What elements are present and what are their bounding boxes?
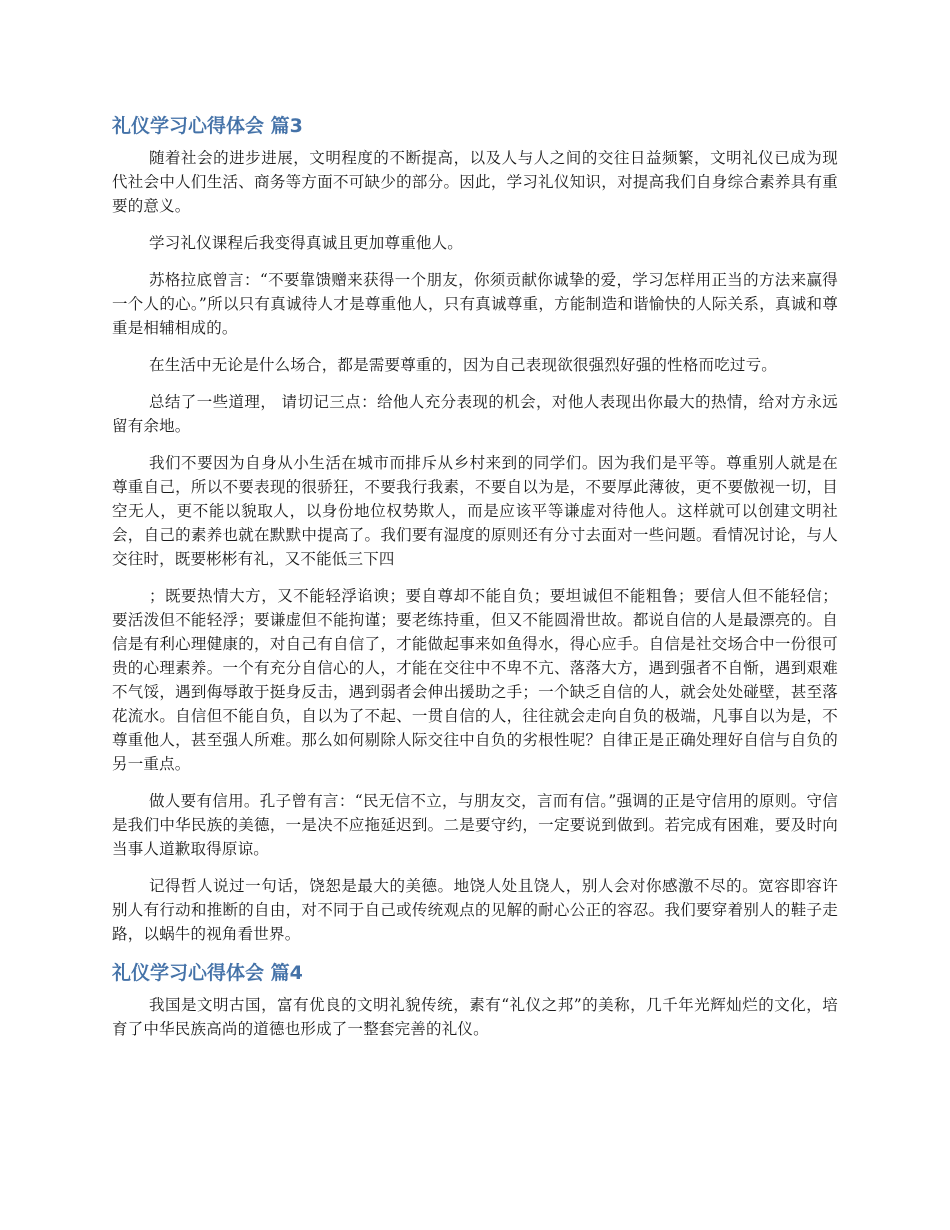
- paragraph: 我国是文明古国，富有优良的文明礼貌传统，素有“礼仪之邦”的美称，几千年光辉灿烂的文化，培育了中华民族高尚的道德也形成了一整套完善的礼仪。: [112, 996, 838, 1038]
- section-title-4: 礼仪学习心得体会 篇4: [112, 962, 303, 984]
- paragraph: 在生活中无论是什么场合，都是需要尊重的，因为自己表现欲很强烈好强的性格而吃过亏。: [149, 356, 778, 374]
- paragraph: 学习礼仪课程后我变得真诚且更加尊重他人。: [149, 234, 464, 252]
- document-page: [112, 112, 838, 1054]
- paragraph: 总结了一些道理， 请切记三点：给他人充分表现的机会，对他人表现出你最大的热情，给对方永远留有余地。: [112, 393, 838, 435]
- section-title-3: 礼仪学习心得体会 篇3: [112, 115, 303, 137]
- paragraph: 做人要有信用。孔子曾有言：“民无信不立，与朋友交，言而有信。”强调的正是守信用的原则。守信是我们中华民族的美德，一是决不应拖延迟到。二是要守约，一定要说到做到。若完成有困难，要及时向当事人道歉取得原谅。: [112, 792, 838, 858]
- paragraph: 苏格拉底曾言：“不要靠馈赠来获得一个朋友，你须贡献你诚挚的爱，学习怎样用正当的方法来赢得一个人的心。”所以只有真诚待人才是尊重他人，只有真诚尊重，方能制造和谐愉快的人际关系，真诚和尊重是相辅相成的。: [112, 271, 838, 337]
- paragraph: ；既要热情大方，又不能轻浮谄谀；要自尊却不能自负；要坦诚但不能粗鲁；要信人但不能轻信；要活泼但不能轻浮；要谦虚但不能拘谨；要老练持重，但又不能圆滑世故。都说自信的人是最漂亮的。自信是有利心理健康的，对自己有自信了，才能做起事来如鱼得水，得心应手。自信是社交场合中一份很可贵的心理素养。一个有充分自信心的人，才能在交往中不卑不亢、落落大方，遇到强者不自惭，遇到艰难不气馁，遇到侮辱敢于挺身反击，遇到弱者会伸出援助之手；一个缺乏自信的人，就会处处碰壁，甚至落花流水。自信但不能自负，自以为了不起、一贯自信的人，往往就会走向自负的极端，凡事自以为是，不尊重他人，甚至强人所难。那么如何剔除人际交往中自负的劣根性呢？自律正是正确处理好自信与自负的另一重点。: [112, 587, 838, 773]
- paragraph: 我们不要因为自身从小生活在城市而排斥从乡村来到的同学们。因为我们是平等。尊重别人就是在尊重自己，所以不要表现的很骄狂，不要我行我素，不要自以为是，不要厚此薄彼，更不要傲视一切，目空无人，更不能以貌取人，以身份地位权势欺人，而是应该平等谦虚对待他人。这样就可以创建文明社会，自己的素养也就在默默中提高了。我们要有湿度的原则还有分寸去面对一些问题。看情况讨论，与人交往时，既要彬彬有礼，又不能低三下四: [112, 454, 838, 568]
- paragraph: 随着社会的进步进展，文明程度的不断提高，以及人与人之间的交往日益频繁，文明礼仪已成为现代社会中人们生活、商务等方面不可缺少的部分。因此，学习礼仪知识，对提高我们自身综合素养具有重要的意义。: [112, 149, 838, 215]
- paragraph: 记得哲人说过一句话，饶恕是最大的美德。地饶人处且饶人，别人会对你感激不尽的。宽容即容许别人有行动和推断的自由，对不同于自己或传统观点的见解的耐心公正的容忍。我们要穿着别人的鞋子走路，以蜗牛的视角看世界。: [112, 877, 838, 943]
